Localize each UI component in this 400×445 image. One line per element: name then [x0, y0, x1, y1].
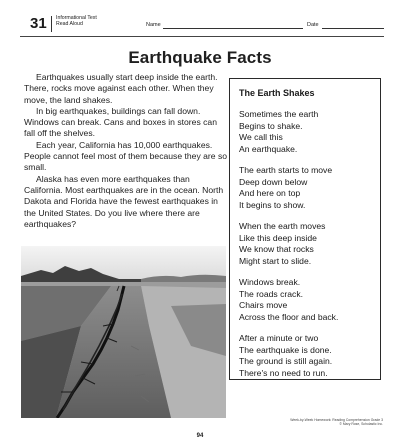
- poem-line: And here on top: [239, 188, 301, 198]
- poem-line: The earth starts to move: [239, 165, 333, 175]
- page-header: [20, 14, 384, 36]
- poem-line: Chairs move: [239, 300, 288, 310]
- article-paragraph: Alaska has even more earthquakes than California. Most earthquakes are in the ocean. North Dakota and Florida have the fewest earthquakes in the United States. Do you live where there are earthquakes?: [24, 173, 224, 229]
- date-field[interactable]: [322, 28, 384, 29]
- article-paragraph: Earthquakes usually start deep inside the earth. There, rocks move against each other. When they move, the land shakes.: [24, 72, 218, 105]
- poem-line: The ground is still again.: [239, 356, 333, 366]
- poem-line: Across the floor and back.: [239, 311, 339, 322]
- name-label: Name: [146, 22, 161, 28]
- section-label-line1: Informational Text: [56, 15, 97, 21]
- poem-line: We call this: [239, 132, 283, 142]
- article-text: [24, 72, 229, 230]
- poem-title: The Earth Shakes: [239, 88, 315, 98]
- poem-line: The roads crack.: [239, 288, 303, 299]
- article-paragraph: In big earthquakes, buildings can fall down. Windows can break. Cans and boxes in stores can fall off the shelves.: [24, 105, 217, 139]
- page-title: Earthquake Facts: [128, 48, 272, 67]
- poem-line: Windows break.: [239, 277, 301, 287]
- poem-line: When the earth moves: [239, 221, 326, 231]
- unit-number: 31: [30, 15, 47, 32]
- poem-stanza: [239, 109, 372, 155]
- poem-line: There's no need to run.: [239, 367, 328, 378]
- poem-line: An earthquake.: [239, 143, 298, 154]
- article-paragraph: Each year, California has 10,000 earthquakes. People cannot feel most of them because they are so small.: [24, 139, 228, 173]
- header-divider: [51, 16, 52, 32]
- footer-page-number: 94: [196, 433, 204, 439]
- poem-line: Sometimes the earth: [239, 109, 319, 119]
- header-rule: [20, 36, 384, 37]
- poem-line: Like this deep inside: [239, 232, 317, 243]
- poem-line: Begins to shake.: [239, 120, 303, 131]
- poem-stanza: [239, 333, 372, 379]
- footer-credit: [233, 418, 383, 426]
- poem-stanza: [239, 165, 372, 211]
- poem-line: We know that rocks: [239, 244, 314, 254]
- section-label: [56, 15, 97, 27]
- cracked-road-illustration: [21, 246, 226, 418]
- footer-credit-line2: © Mary Rose, Scholastic Inc.: [339, 422, 383, 426]
- poem-line: Deep down below: [239, 176, 308, 187]
- footer-credit-line1: Week-by-Week Homework: Reading Comprehension Grade 3: [290, 418, 383, 422]
- name-field[interactable]: [163, 28, 303, 29]
- date-label: Date: [307, 22, 319, 28]
- poem-box: [229, 78, 381, 380]
- poem-line: After a minute or two: [239, 333, 319, 343]
- poem-line: Might start to slide.: [239, 255, 312, 266]
- poem-line: It begins to show.: [239, 199, 306, 210]
- poem-stanza: [239, 277, 372, 323]
- section-label-line2: Read Aloud: [56, 21, 83, 27]
- poem-line: The earthquake is done.: [239, 344, 332, 355]
- cracked-road-photo: [21, 246, 226, 418]
- poem-stanza: [239, 221, 372, 267]
